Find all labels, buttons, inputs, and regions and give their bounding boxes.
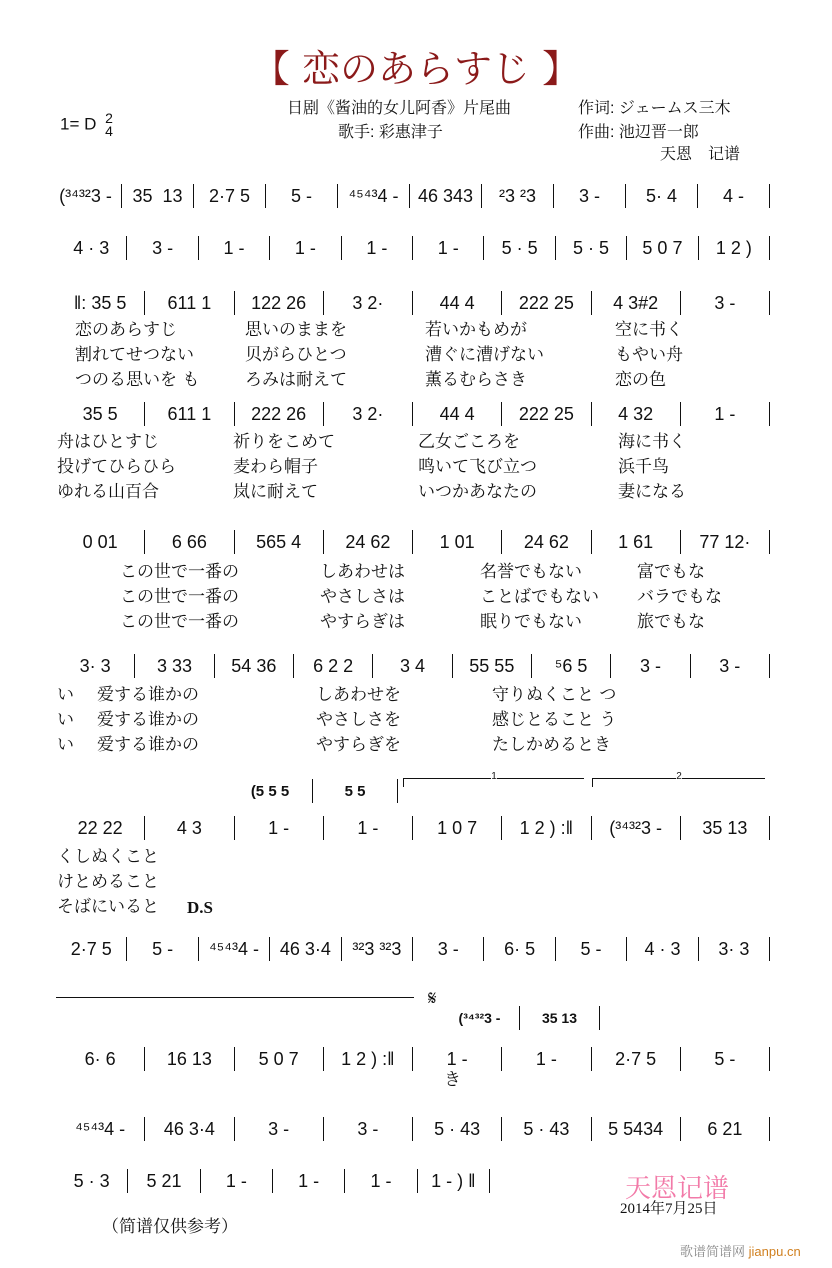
measure: 1 -: [323, 816, 412, 840]
measure: 3 2·: [323, 291, 412, 315]
measure: 35 13: [519, 1006, 600, 1030]
measure: 4 · 3: [626, 937, 697, 961]
lyric-segment: い: [57, 710, 74, 730]
measure: 1 2 ): [698, 236, 770, 260]
lyric-row: [75, 318, 715, 343]
transcriber-stamp: 天恩记谱: [625, 1174, 730, 1204]
lyric-segment: 祈りをこめて: [233, 432, 335, 452]
volta-label: 2: [676, 771, 682, 782]
watermark-text: 歌谱简谱网: [680, 1244, 746, 1259]
volta-label: 1: [491, 771, 497, 782]
measure: ³²3 ³²3: [341, 937, 412, 961]
measure: 54 36: [214, 654, 293, 678]
lyricist: 作词: ジェームス三木: [578, 100, 731, 117]
measure: 1 61: [591, 530, 680, 554]
lyric-segment: この世で一番の: [120, 562, 239, 582]
measure: 5 -: [555, 937, 626, 961]
volta-bracket-line: [56, 997, 414, 998]
measure: 1 -: [269, 236, 340, 260]
lyric-row: [57, 430, 718, 455]
lyric-line: くしぬくこと: [57, 847, 159, 867]
lyrics-verse-b: [57, 430, 718, 505]
lyric-segment: 若いかもめが: [425, 320, 527, 340]
lyric-segment: 舟はひとすじ: [57, 432, 159, 452]
lyric-segment: 旅でもな: [637, 612, 705, 632]
measure: 1 -: [200, 1169, 272, 1193]
volta-2: [592, 771, 765, 787]
measure: 1 - ) ‖: [417, 1169, 490, 1193]
measure: 44 4: [412, 402, 501, 426]
lyric-segment: 浜千鸟: [618, 457, 669, 477]
coda-intro-line: [440, 1005, 600, 1031]
measure: 5 -: [265, 184, 337, 208]
measure: 3 -: [126, 236, 197, 260]
measure: ⁴⁵⁴³4 -: [198, 937, 269, 961]
lyric-row: [75, 343, 715, 368]
lyric-segment: 漕ぐに漕げない: [425, 345, 544, 365]
lyric-segment: 爱する谁かの: [97, 685, 199, 705]
measure: 1 -: [341, 236, 412, 260]
lyric-segment: たしかめるとき: [492, 735, 611, 755]
measure: 77 12·: [680, 530, 770, 554]
time-top: 2: [105, 110, 113, 126]
lyric-segment: 麦わら帽子: [233, 457, 318, 477]
measure: 5 · 43: [412, 1117, 501, 1141]
staff-line: [50, 183, 770, 209]
measure: (³⁴³²3 -: [458, 1010, 501, 1026]
measure: 4 32: [591, 402, 680, 426]
measure: 3 -: [412, 937, 483, 961]
staff-line: [56, 1116, 770, 1142]
measure: 3 -: [323, 1117, 412, 1141]
lyric-segment: 感じとること う: [492, 710, 617, 730]
measure: 35 13: [680, 816, 770, 840]
measure: 1 -: [198, 236, 269, 260]
measure: 5· 4: [625, 184, 697, 208]
lyric-segment: 割れてせつない: [75, 345, 194, 365]
measure: 3 2·: [323, 402, 412, 426]
measure: 2·7 5: [193, 184, 265, 208]
measure: 46 3·4: [269, 937, 340, 961]
lyric-segment: しあわせを: [316, 685, 401, 705]
measure: 122 26: [234, 291, 323, 315]
lyric-segment: 投げてひらひら: [57, 457, 176, 477]
lyrics-ending: [57, 845, 213, 920]
measure: 3 -: [553, 184, 625, 208]
measure: 1 2 ) :‖: [323, 1047, 412, 1071]
staff-line: [56, 1168, 490, 1194]
measure: 46 343: [409, 184, 481, 208]
ds-marking: D.S: [187, 898, 213, 917]
staff-line: [56, 815, 770, 841]
lyric-row: [57, 455, 718, 480]
lyric-segment: 妻になる: [618, 482, 686, 502]
lyric-segment: やすらぎは: [320, 612, 405, 632]
lyric-segment: 薫るむらさき: [425, 370, 527, 390]
lyric-segment: い: [57, 735, 74, 755]
measure: ⁴⁵⁴³4 -: [337, 184, 409, 208]
staff-line: [56, 1046, 770, 1072]
measure: ⁵6 5: [531, 654, 610, 678]
measure: 3 33: [134, 654, 213, 678]
lyric-segment: 乙女ごころを: [418, 432, 520, 452]
measure: 1 -: [344, 1169, 416, 1193]
time-signature: [105, 112, 113, 138]
lyric-line: けとめること: [57, 872, 159, 892]
lyrics-chorus-a: [120, 560, 757, 635]
lyric-segment: 贝がらひとつ: [245, 345, 347, 365]
lyric-segment: しあわせは: [320, 562, 405, 582]
measure: 1 -: [501, 1047, 590, 1071]
measure: 35 13: [121, 184, 193, 208]
measure: 565 4: [234, 530, 323, 554]
measure: 3 -: [680, 291, 770, 315]
lyric-segment: 爱する谁かの: [97, 710, 199, 730]
measure: 1 01: [412, 530, 501, 554]
measure: 222 26: [234, 402, 323, 426]
lyric-row: [57, 683, 632, 708]
lyric-row: [75, 368, 715, 393]
measure: 4 3: [144, 816, 233, 840]
staff-line: [56, 235, 770, 261]
measure: 4 3#2: [591, 291, 680, 315]
lyric-row: [57, 480, 718, 505]
measure: ²3 ²3: [481, 184, 553, 208]
measure: 6 66: [144, 530, 233, 554]
measure: 6· 5: [483, 937, 554, 961]
lyric-segment: やすらぎを: [316, 735, 401, 755]
measure: 3 -: [610, 654, 689, 678]
measure: 44 4: [412, 291, 501, 315]
measure: (³⁴³²3 -: [59, 185, 112, 206]
measure: 1 -: [234, 816, 323, 840]
lyric-segment: やさしさを: [316, 710, 401, 730]
measure: 46 3·4: [144, 1117, 233, 1141]
measure: 5 5434: [591, 1117, 680, 1141]
lyric-segment: 海に书く: [618, 432, 686, 452]
measure: 1 2 ) :‖: [501, 816, 590, 840]
measure: 1 -: [272, 1169, 344, 1193]
segno-sign: 𝄋: [428, 988, 437, 1010]
lyric-row: [120, 585, 757, 610]
measure: 5 -: [680, 1047, 770, 1071]
date: 2014年7月25日: [620, 1201, 718, 1217]
measure: 5 · 3: [73, 1170, 110, 1191]
measure: 2·7 5: [70, 938, 112, 959]
lyric-segment: もやい舟: [615, 345, 683, 365]
lyric-segment: やさしさは: [320, 587, 405, 607]
measure: 1 0 7: [412, 816, 501, 840]
lyric-segment: この世で一番の: [120, 587, 239, 607]
measure: 24 62: [501, 530, 590, 554]
measure: 5 21: [127, 1169, 199, 1193]
measure: 35 5: [82, 403, 118, 424]
measure: 3 4: [372, 654, 451, 678]
subtitle: 日剧《酱油的女儿阿香》片尾曲: [287, 100, 512, 117]
lyrics-chorus-b: [57, 683, 632, 758]
lyric-segment: 爱する谁かの: [97, 735, 199, 755]
key-signature: [60, 112, 113, 138]
measure: 55 55: [452, 654, 531, 678]
lyric-segment: いつかあなたの: [418, 482, 537, 502]
lyric-line: そばにいると: [57, 897, 159, 917]
measure: 6 21: [680, 1117, 770, 1141]
key-label: 1= D: [60, 114, 97, 134]
measure: 222 25: [501, 402, 590, 426]
lyric-row: [57, 733, 632, 758]
lyric-segment: 鸣いて飞び立つ: [418, 457, 537, 477]
measure: 1 -: [680, 402, 770, 426]
staff-line: [56, 653, 770, 679]
measure: (5 5 5: [250, 782, 290, 800]
measure: 4 -: [697, 184, 770, 208]
measure: 1 -: [412, 1047, 501, 1071]
lyric-segment: い: [57, 685, 74, 705]
measure: 3· 3: [79, 655, 111, 676]
volta-1: [403, 771, 584, 787]
staff-line: [56, 401, 770, 427]
measure: 611 1: [144, 291, 233, 315]
measure: (³⁴³²3 -: [591, 816, 680, 840]
lyric-segment: 眠りでもない: [480, 612, 582, 632]
lyric-segment: つのる思いを も: [75, 370, 200, 390]
measure: 6 2 2: [293, 654, 372, 678]
lyric-segment: 岚に耐えて: [233, 482, 318, 502]
lyric-segment: ゆれる山百合: [57, 482, 159, 502]
measure: 24 62: [323, 530, 412, 554]
measure: 16 13: [144, 1047, 233, 1071]
transcriber: 天恩 记谱: [660, 146, 741, 163]
measure: 5 · 5: [555, 236, 626, 260]
coda-lyric: き: [444, 1070, 461, 1090]
staff-line: [56, 936, 770, 962]
measure: 3 -: [690, 654, 770, 678]
measure: 5 · 5: [483, 236, 554, 260]
measure: 0 01: [82, 531, 118, 552]
lyric-segment: 恋のあらすじ: [75, 320, 177, 340]
lyrics-verse-a: [75, 318, 715, 393]
lyric-segment: 名誉でもない: [480, 562, 582, 582]
song-title: 【 恋のあらすじ 】: [251, 47, 581, 91]
lyric-row: [57, 708, 632, 733]
footnote: （简谱仅供参考）: [102, 1217, 238, 1236]
lyric-segment: この世で一番の: [120, 612, 239, 632]
singer: 歌手: 彩惠津子: [338, 124, 443, 141]
lyric-segment: 空に书く: [615, 320, 683, 340]
lyric-segment: 恋の色: [615, 370, 666, 390]
lyric-segment: 富でもな: [637, 562, 705, 582]
measure: 5 · 43: [501, 1117, 590, 1141]
measure: 5 0 7: [234, 1047, 323, 1071]
measure: ‖: 35 5: [73, 292, 127, 313]
lyric-segment: バラでもな: [637, 587, 722, 607]
composer: 作曲: 池辺晋一郎: [578, 124, 699, 141]
measure: 3 -: [234, 1117, 323, 1141]
measure: 5 0 7: [626, 236, 697, 260]
lyric-segment: 思いのままを: [245, 320, 347, 340]
watermark: [680, 1241, 801, 1260]
measure: 6· 6: [84, 1048, 116, 1069]
measure: 611 1: [144, 402, 233, 426]
lyric-row: [120, 560, 757, 585]
measure: ⁴⁵⁴³4 -: [75, 1118, 126, 1139]
lyric-segment: ろみは耐えて: [245, 370, 347, 390]
lyric-row: [120, 610, 757, 635]
measure: 3· 3: [698, 937, 770, 961]
measure: 2·7 5: [591, 1047, 680, 1071]
interlude-line: [228, 778, 398, 804]
watermark-url: jianpu.cn: [748, 1244, 801, 1259]
measure: 222 25: [501, 291, 590, 315]
measure: 22 22: [77, 817, 123, 838]
lyric-segment: 守りぬくこと つ: [492, 685, 617, 705]
measure: 5 5: [312, 779, 398, 803]
lyric-segment: ことばでもない: [480, 587, 599, 607]
measure: 5 -: [126, 937, 197, 961]
staff-line: [56, 290, 770, 316]
staff-line: [56, 529, 770, 555]
measure: 1 -: [412, 236, 483, 260]
measure: 4 · 3: [73, 237, 110, 258]
time-bottom: 4: [105, 123, 113, 139]
